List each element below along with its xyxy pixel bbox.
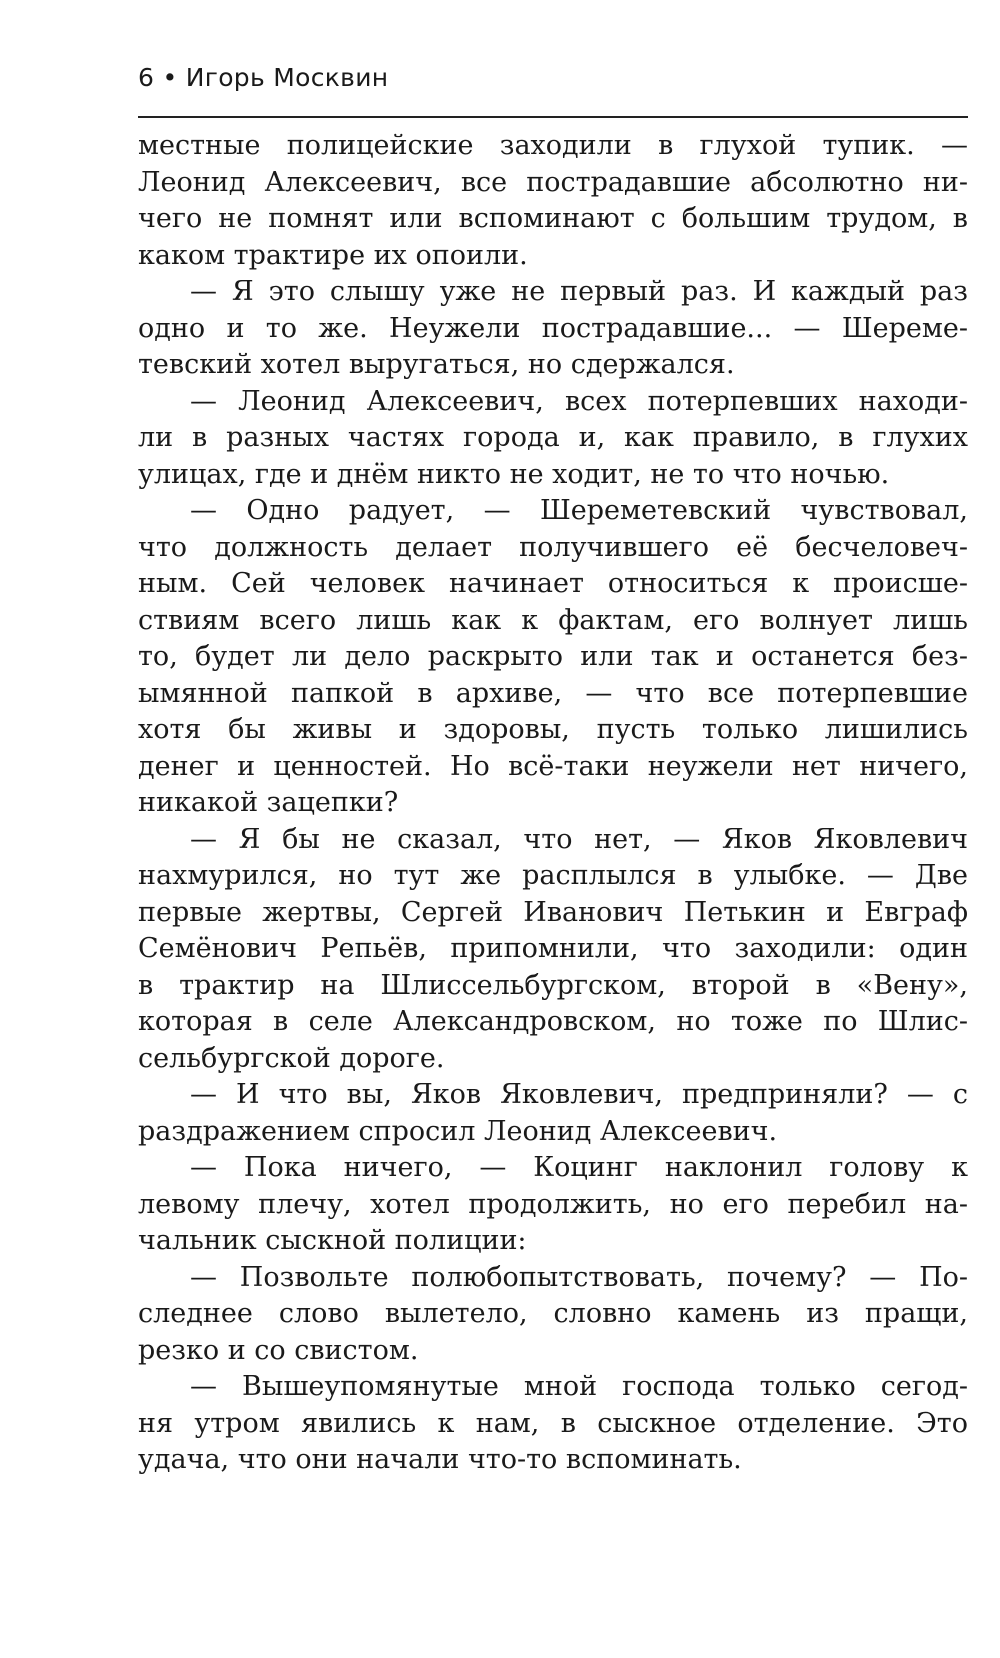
text-line: следнее слово вылетело, словно камень из пращи, bbox=[138, 1298, 968, 1329]
text-line: — Пока ничего, — Коцинг наклонил голову к bbox=[190, 1152, 968, 1183]
header-separator: • bbox=[162, 63, 178, 92]
text-line: местные полицейские заходили в глухой тупик. — bbox=[138, 130, 968, 161]
text-line: денег и ценностей. Но всё-таки неужели нет ничего, bbox=[138, 750, 968, 782]
page-number: 6 bbox=[138, 63, 155, 92]
text-line: первые жертвы, Сергей Иванович Петькин и Евграф bbox=[138, 896, 968, 928]
text-line: — И что вы, Яков Яковлевич, предприняли? — с bbox=[190, 1079, 968, 1110]
text-line: — Позвольте полюбопытствовать, почему? — По- bbox=[190, 1261, 968, 1293]
body-text bbox=[138, 128, 968, 1479]
text-line: раздражением спросил Леонид Алексеевич. bbox=[138, 1115, 778, 1147]
text-line: чальник сыскной полиции: bbox=[138, 1225, 527, 1256]
text-line: резко и со свистом. bbox=[138, 1334, 419, 1366]
text-line: которая в селе Александровском, но тоже по Шлис- bbox=[138, 1006, 968, 1037]
text-line: никакой зацепки? bbox=[138, 787, 399, 818]
text-line: то, будет ли дело раскрыто или так и останется без- bbox=[138, 641, 968, 672]
text-line: Леонид Алексеевич, все пострадавшие абсолютно ни- bbox=[138, 166, 968, 198]
text-line: улицах, где и днём никто не ходит, не то что ночью. bbox=[138, 458, 890, 490]
text-line: нахмурился, но тут же расплылся в улыбке. — Две bbox=[138, 860, 968, 891]
text-line: — Леонид Алексеевич, всех потерпевших находи- bbox=[190, 385, 968, 417]
text-line: — Я это слышу уже не первый раз. И каждый раз bbox=[190, 276, 968, 307]
text-line: ствиям всего лишь как к фактам, его волнует лишь bbox=[138, 604, 968, 636]
text-line: ным. Сей человек начинает относиться к происше- bbox=[138, 568, 968, 599]
text-line: левому плечу, хотел продолжить, но его перебил на- bbox=[138, 1188, 968, 1220]
text-line: каком трактире их опоили. bbox=[138, 239, 528, 271]
text-line: — Одно радует, — Шереметевский чувствовал, bbox=[190, 495, 968, 526]
text-line: в трактир на Шлиссельбургском, второй в «Вену», bbox=[138, 969, 968, 1001]
running-head bbox=[138, 58, 968, 118]
text-line: тевский хотел выругаться, но сдержался. bbox=[138, 349, 735, 380]
text-line: сельбургской дороге. bbox=[138, 1042, 445, 1074]
text-line: хотя бы живы и здоровы, пусть только лишились bbox=[138, 714, 968, 745]
text-line: ымянной папкой в архиве, — что все потерпевшие bbox=[138, 677, 968, 709]
author-name: Игорь Москвин bbox=[185, 63, 389, 92]
text-line: удача, что они начали что-то вспоминать. bbox=[138, 1444, 742, 1475]
text-line: чего не помнят или вспоминают с большим трудом, в bbox=[138, 203, 968, 234]
text-line: что должность делает получившего её бесчеловеч- bbox=[138, 531, 968, 563]
text-line: Семёнович Репьёв, припомнили, что заходили: один bbox=[138, 933, 968, 964]
text-line: — Я бы не сказал, что нет, — Яков Яковлевич bbox=[190, 823, 968, 855]
text-line: — Вышеупомянутые мной господа только сегод- bbox=[190, 1371, 968, 1402]
text-line: одно и то же. Неужели пострадавшие... — Шереме- bbox=[138, 312, 968, 344]
text-line: ня утром явились к нам, в сыскное отделение. Это bbox=[138, 1407, 968, 1439]
text-line: ли в разных частях города и, как правило, в глухих bbox=[138, 422, 968, 453]
